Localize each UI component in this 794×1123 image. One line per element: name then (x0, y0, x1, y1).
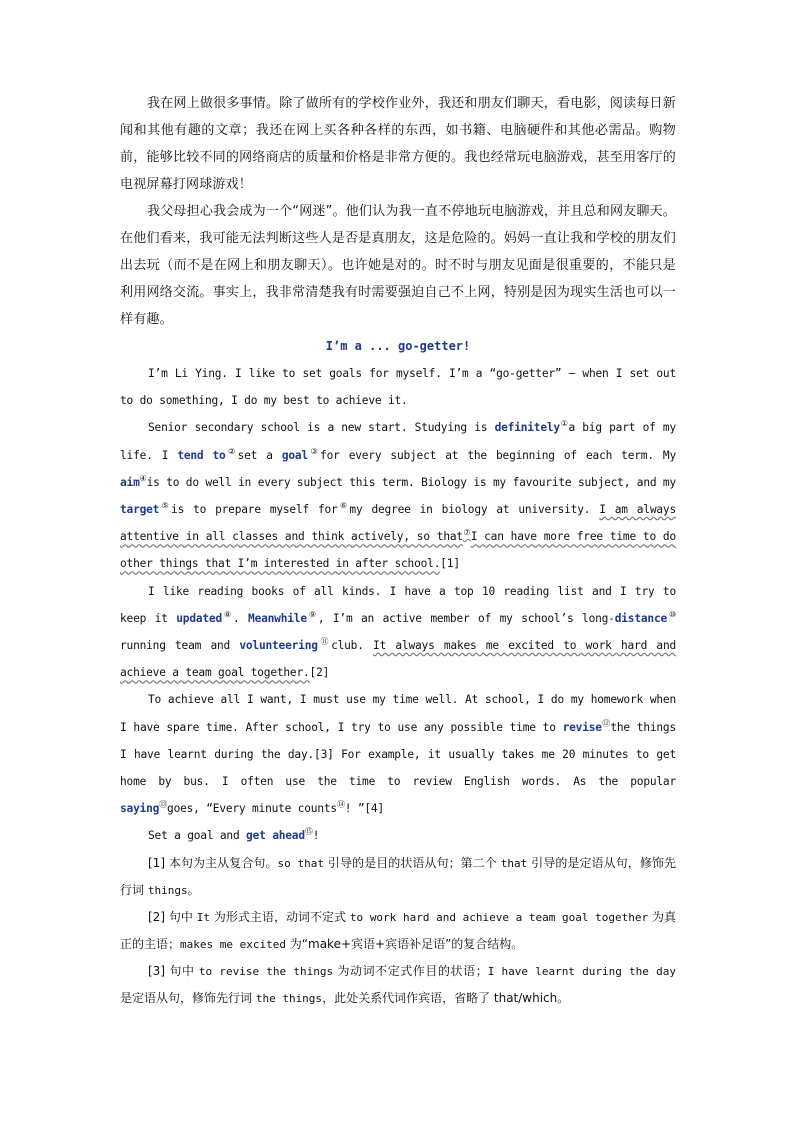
chinese-paragraph-1: 我在网上做很多事情。除了做所有的学校作业外，我还和朋友们聊天，看电影，阅读每日新闻和其他有趣的文章；我还在网上买各种各样的东西，如书籍、电脑硬件和其他必需品。购物前，能够比较不同的网络商店的质量和价格是非常方便的。我也经常玩电脑游戏，甚至用客厅的电视屏幕打网球游戏！ (120, 96, 676, 192)
vocab-number: ⑥ (337, 501, 350, 511)
text-run: ! (312, 829, 320, 843)
text-run: 是定语从句，修饰先行词 (120, 990, 256, 1005)
vocab-word: get ahead (246, 829, 305, 843)
underlined-sentence: I am always attentive in all classes and think actively, so that (120, 503, 676, 544)
vocab-word: definitely (494, 421, 560, 435)
text-run: . (232, 611, 249, 625)
text-run: long- (582, 611, 615, 625)
vocab-number: ② (225, 446, 238, 456)
text-run: , I’m an active member of my school’s (317, 611, 583, 625)
text-run: club. (331, 639, 374, 653)
text-run: I like reading books of all kinds. I have a top 10 reading list and I try to keep it (120, 584, 676, 625)
text-run: 为“make+宾语+宾语补足语”的复合结构。 (285, 936, 524, 951)
vocab-word: revise (562, 720, 602, 734)
text-run: is to prepare myself for (171, 503, 338, 517)
vocab-number: ⑪ (317, 637, 332, 647)
text-run: a big part of my life. I (120, 421, 677, 462)
text-run: set a (237, 448, 282, 462)
text-run: things (147, 883, 188, 897)
vocab-number: ⑬ (159, 800, 168, 810)
vocab-number: ⑩ (667, 609, 676, 619)
vocab-number: ⑦ (462, 528, 471, 538)
text-run: makes me excited (180, 937, 286, 951)
text-run: for every subject at the beginning of each term. My (320, 448, 676, 462)
english-paragraph-3 (120, 578, 676, 687)
text-run: 为动词不定式作目的状语； (333, 963, 488, 978)
text-run: the things I have learnt during the day.[3] For example, it usually takes me 20 minutes to get home by bus. I often use the time to review English words. As the popular (120, 720, 677, 789)
text-run: It (196, 910, 210, 924)
text-run: 为形式主语，动词不定式 (209, 909, 350, 924)
text-run: that (500, 856, 528, 870)
english-paragraph-4 (120, 686, 676, 822)
english-paragraph-5 (120, 822, 676, 849)
vocab-word: volunteering (239, 639, 318, 653)
vocab-word: updated (176, 611, 223, 625)
chinese-paragraph-2: 我父母担心我会成为一个“网迷”。他们认为我一直不停地玩电脑游戏，并且总和网友聊天。在他们看来，我可能无法判断这些人是否是真朋友，这是危险的。妈妈一直让我和学校的朋友们出去玩（而不是在网上和朋友聊天）。也许她是对的。时不时与朋友见面是很重要的，不能只是利用网络交流。事实上，我非常清楚我有时需要强迫自己不上网，特别是因为现实生活也可以一样有趣。 (120, 204, 676, 327)
text-run: ，此处关系代词作宾语，省略了 that/which。 (322, 990, 570, 1005)
text-run: 引导的是定语从句，修饰先行词 (120, 855, 676, 897)
text-run: is to do well in every subject this term. Biology is my favourite subject, and my (146, 475, 676, 489)
passage-title: I’m a ... go-getter! (325, 339, 471, 353)
vocab-number: ⑨ (306, 609, 318, 619)
text-run: [3] 句中 (148, 963, 199, 978)
text-run: 。 (187, 882, 200, 897)
vocab-number: ⑮ (304, 827, 313, 837)
text-run: so that (277, 856, 324, 870)
english-paragraph-1: I’m Li Ying. I like to set goals for myself. I’m a “go-getter” — when I set out to do something, I do my best to achieve it. (120, 367, 676, 408)
vocab-word: Meanwhile (248, 611, 307, 625)
english-paragraph-2 (120, 414, 676, 577)
vocab-number: ⑭ (336, 800, 345, 810)
underlined-sentence: I can have more free time to do other things that I’m interested in after school. (120, 530, 676, 571)
vocab-number: ④ (139, 473, 147, 483)
text-run: 为真正的主语； (120, 909, 676, 951)
text-run: Senior secondary school is a new start. Studying is (148, 421, 495, 435)
text-run: to revise the things (198, 964, 334, 978)
note-ref: [2] (309, 666, 330, 680)
grammar-note-3 (120, 958, 676, 1012)
grammar-note-2 (120, 904, 676, 958)
vocab-word: target (120, 503, 160, 517)
text-run: [1] 本句为主从复合句。 (148, 855, 278, 870)
text-run: my degree in biology at university. (349, 503, 600, 517)
text-run: ! ”[4] (344, 802, 384, 816)
vocab-word: distance (614, 611, 668, 625)
text-run: I have learnt during the day (487, 964, 676, 978)
vocab-word: goal (281, 448, 309, 462)
vocab-word: aim (120, 475, 140, 489)
text-run: the things (255, 991, 323, 1005)
text-run: [2] 句中 (148, 909, 197, 924)
vocab-number: ③ (308, 446, 321, 456)
vocab-number: ⑫ (601, 718, 611, 728)
vocab-number: ⑧ (222, 609, 233, 619)
text-run: 引导的是目的状语从句；第二个 (323, 855, 501, 870)
text-run: running team and (120, 639, 240, 653)
text-run: to work hard and achieve a team goal together (349, 910, 649, 924)
vocab-word: saying (120, 802, 160, 816)
grammar-note-1 (120, 850, 676, 904)
vocab-number: ① (559, 419, 569, 429)
underlined-sentence: It always makes me excited to work hard and achieve a team goal together. (120, 639, 677, 680)
text-run: goes, “Every minute counts (167, 802, 337, 816)
text-run: Set a goal and (148, 829, 247, 843)
note-ref: [1] (440, 557, 460, 571)
vocab-number: ⑤ (159, 501, 172, 511)
vocab-word: tend to (177, 448, 226, 462)
document-page (120, 90, 676, 1012)
text-run: To achieve all I want, I must use my time well. At school, I do my homework when I have spare time. After school, I try to use any possible time to (120, 693, 676, 734)
